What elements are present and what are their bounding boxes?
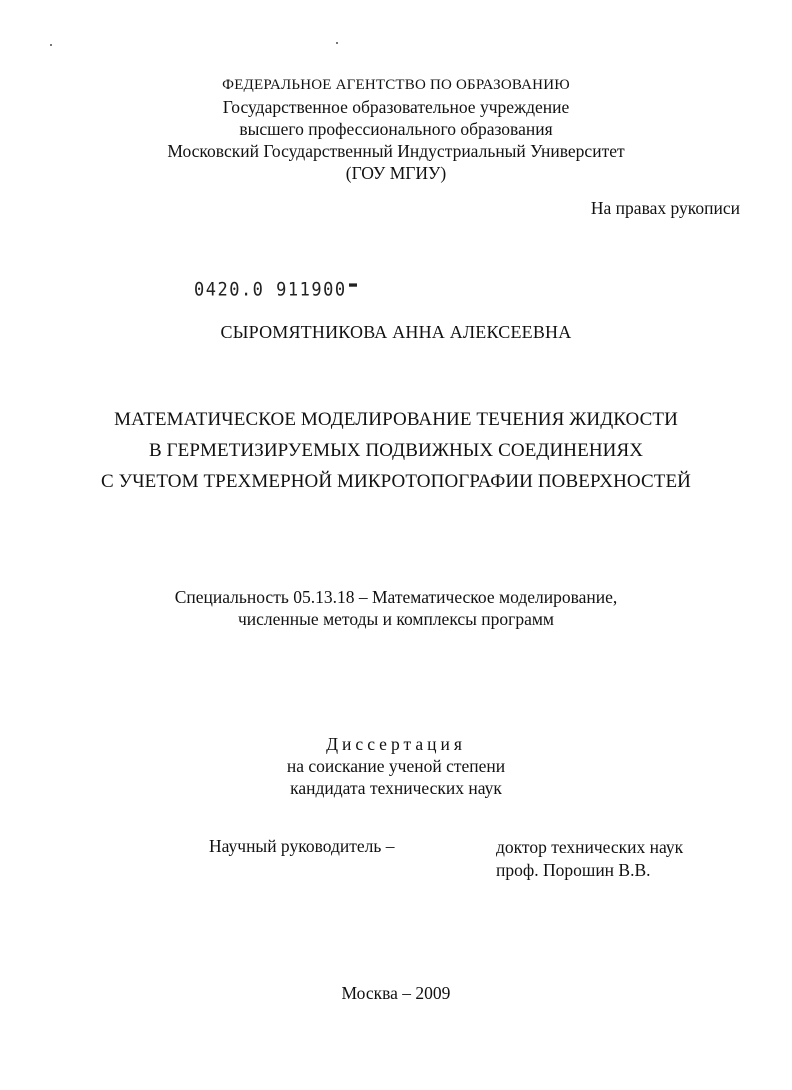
specialty	[0, 586, 792, 630]
title-line: В ГЕРМЕТИЗИРУЕМЫХ ПОДВИЖНЫХ СОЕДИНЕНИЯХ	[148, 440, 644, 461]
advisor-name: проф. Порошин В.В.	[496, 860, 651, 880]
registration-number-text: 0420.0 911900	[194, 279, 347, 301]
advisor-label: Научный руководитель –	[209, 836, 395, 856]
registration-number	[194, 279, 357, 301]
advisor-info	[496, 836, 683, 882]
degree-purpose: на соискание ученой степени	[286, 756, 506, 776]
institution-level: высшего профессионального образования	[239, 119, 553, 139]
scan-speck	[50, 44, 52, 46]
dissertation-title	[0, 404, 792, 497]
advisor-degree: доктор технических наук	[496, 837, 684, 857]
city-year: Москва – 2009	[341, 983, 451, 1003]
author-name: СЫРОМЯТНИКОВА АННА АЛЕКСЕЕВНА	[220, 322, 572, 342]
title-line: МАТЕМАТИЧЕСКОЕ МОДЕЛИРОВАНИЕ ТЕЧЕНИЯ ЖИДКОСТИ	[114, 409, 678, 430]
institution-header	[0, 74, 792, 184]
manuscript-note: На правах рукописи	[590, 198, 740, 218]
dissertation-word: Диссертация	[326, 734, 466, 754]
dissertation-info	[0, 733, 792, 799]
institution-type: Государственное образовательное учреждение	[222, 97, 570, 117]
specialty-line: численные методы и комплексы программ	[238, 609, 554, 629]
registration-mark	[349, 283, 357, 286]
university-name: Московский Государственный Индустриальный Университет	[167, 141, 625, 161]
university-abbr: (ГОУ МГИУ)	[345, 163, 447, 183]
specialty-line: Специальность 05.13.18 – Математическое моделирование,	[174, 587, 618, 607]
scan-speck	[336, 42, 338, 44]
title-line: С УЧЕТОМ ТРЕХМЕРНОЙ МИКРОТОПОГРАФИИ ПОВЕРХНОСТЕЙ	[101, 471, 691, 492]
degree-name: кандидата технических наук	[290, 778, 502, 798]
agency-name: ФЕДЕРАЛЬНОЕ АГЕНТСТВО ПО ОБРАЗОВАНИЮ	[222, 77, 570, 93]
